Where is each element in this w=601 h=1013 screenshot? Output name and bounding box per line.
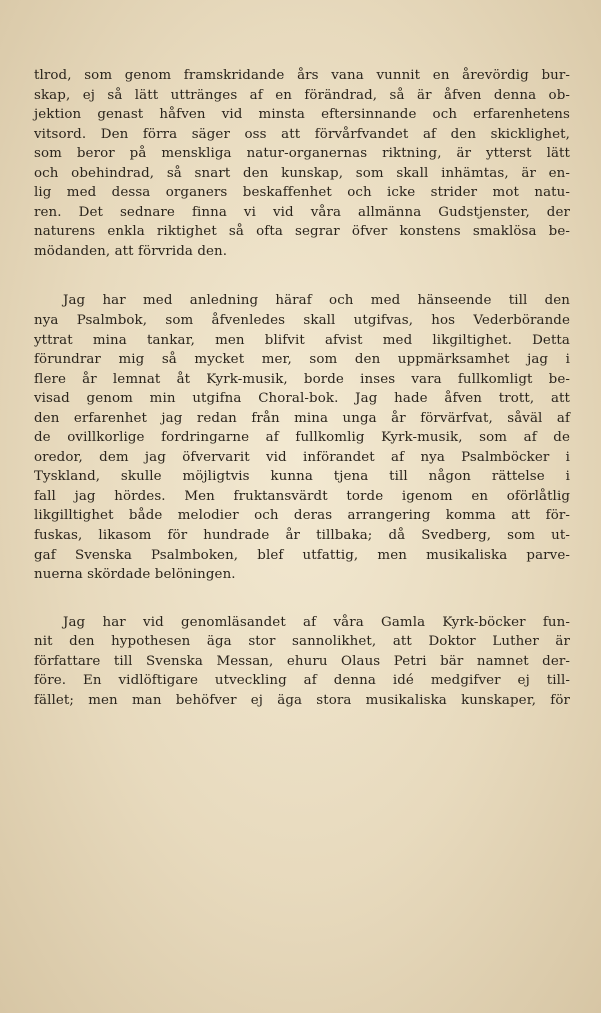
text-line: mödanden, att förvrida den. bbox=[34, 243, 228, 259]
paragraph-spacer bbox=[34, 261, 570, 291]
text-line: skap, ej så lätt uttränges af en förändrad, så är åfven denna ob- bbox=[34, 87, 570, 103]
text-line: Tyskland, skulle möjligtvis kunna tjena till någon rättelse i bbox=[34, 469, 570, 485]
text-line: yttrat mina tankar, men blifvit afvist med likgiltighet. Detta bbox=[34, 332, 570, 348]
text-line: nit den hypothesen äga stor sannolikhet, att Doktor Luther är bbox=[34, 634, 570, 650]
text-line: Jag har vid genomläsandet af våra Gamla Kyrk-böcker fun- bbox=[63, 614, 570, 630]
text-line: oredor, dem jag öfvervarit vid införandet af nya Psalmböcker i bbox=[34, 449, 570, 465]
text-line: gaf Svenska Psalmboken, blef utfattig, men musikaliska parve- bbox=[34, 547, 570, 563]
page-text bbox=[34, 66, 570, 710]
text-line: vitsord. Den förra säger oss att förvårfvandet af den skicklighet, bbox=[34, 126, 570, 142]
text-line: som beror på menskliga natur-organernas riktning, är ytterst lätt bbox=[34, 146, 570, 162]
paragraph-2 bbox=[34, 291, 570, 584]
text-line: lig med dessa organers beskaffenhet och icke strider mot natu- bbox=[34, 185, 570, 201]
text-line: ren. Det sednare finna vi vid våra allmänna Gudstjenster, der bbox=[34, 204, 570, 220]
text-line: jektion genast håfven vid minsta eftersinnande och erfarenhetens bbox=[34, 107, 570, 123]
text-line: likgilltighet både melodier och deras arrangering komma att för- bbox=[34, 508, 570, 524]
text-line: författare till Svenska Messan, ehuru Olaus Petri bär namnet der- bbox=[34, 653, 570, 669]
text-line: före. En vidlöftigare utveckling af denna idé medgifver ej till- bbox=[34, 673, 570, 689]
text-line: och obehindrad, så snart den kunskap, som skall inhämtas, är en- bbox=[34, 165, 570, 181]
paragraph-1 bbox=[34, 66, 570, 261]
text-line: fället; men man behöfver ej äga stora musikaliska kunskaper, för bbox=[34, 692, 570, 708]
text-line: visad genom min utgifna Choral-bok. Jag hade åfven trott, att bbox=[34, 391, 570, 407]
text-line: fall jag hördes. Men fruktansvärdt torde igenom en oförlåtlig bbox=[34, 488, 570, 504]
text-line: den erfarenhet jag redan från mina unga år förvärfvat, såväl af bbox=[34, 410, 570, 426]
paragraph-spacer bbox=[34, 585, 570, 613]
text-line: Jag har med anledning häraf och med hänseende till den bbox=[63, 293, 570, 309]
paragraph-3 bbox=[34, 613, 570, 711]
text-line: de ovillkorlige fordringarne af fullkomlig Kyrk-musik, som af de bbox=[34, 430, 570, 446]
text-line: förundrar mig så mycket mer, som den uppmärksamhet jag i bbox=[34, 352, 570, 368]
text-line: flere år lemnat åt Kyrk-musik, borde inses vara fullkomligt be- bbox=[34, 371, 570, 387]
text-line: nuerna skördade belöningen. bbox=[34, 567, 236, 583]
text-line: nya Psalmbok, som åfvenledes skall utgifvas, hos Vederbörande bbox=[34, 313, 570, 329]
text-line: naturens enkla riktighet så ofta segrar öfver konstens smaklösa be- bbox=[34, 224, 570, 240]
text-line: tlrod, som genom framskridande års vana vunnit en årevördig bur- bbox=[34, 68, 570, 83]
text-line: fuskas, likasom för hundrade år tillbaka; då Svedberg, som ut- bbox=[34, 528, 570, 544]
